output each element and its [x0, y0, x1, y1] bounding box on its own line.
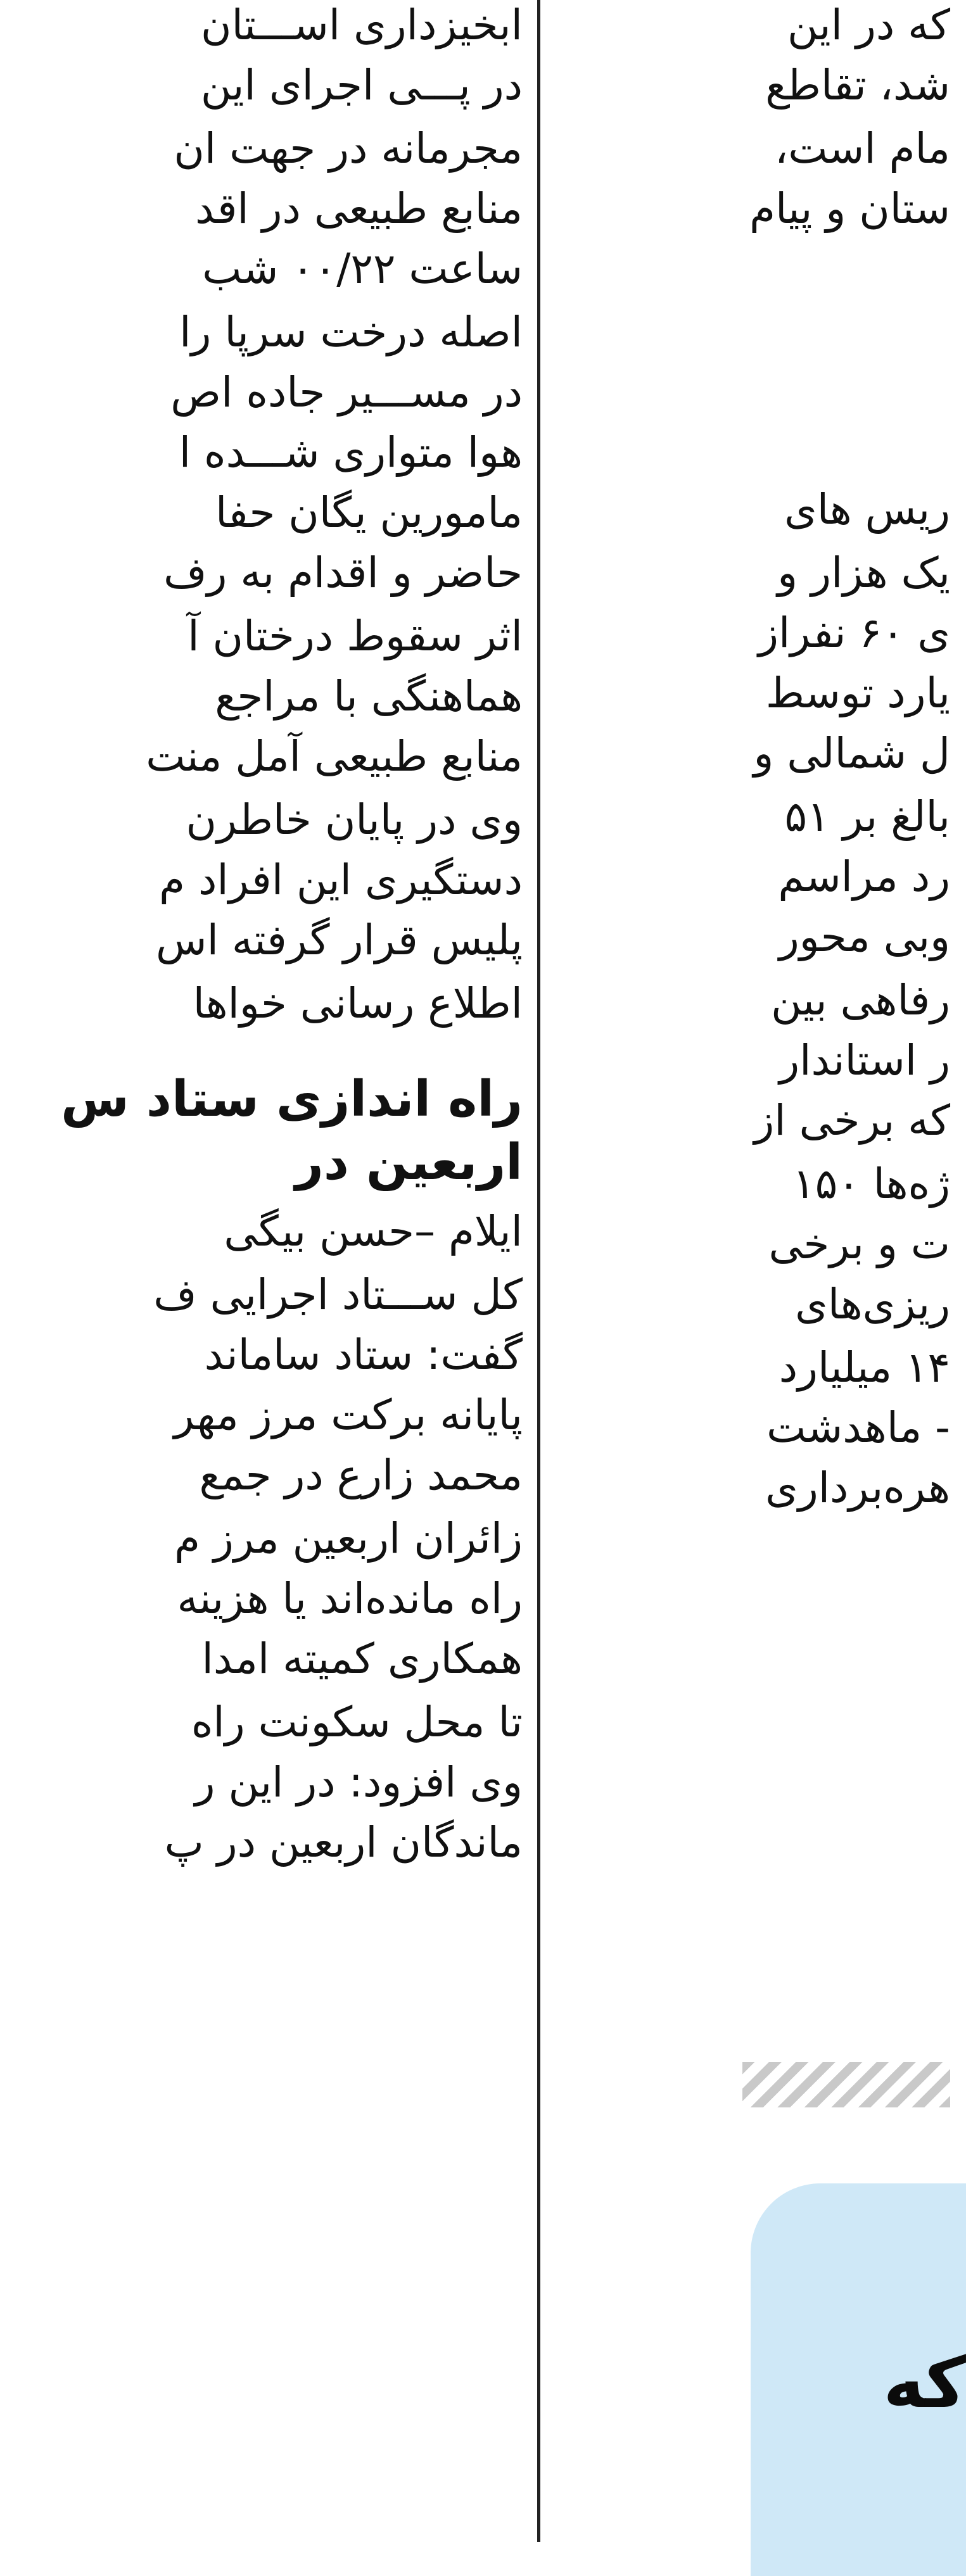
text-line: ایلام –حسن بیگی: [224, 1207, 523, 1256]
text-line: وی در پایان خاطرن: [186, 795, 523, 844]
column-divider: [537, 0, 540, 2542]
text-line: در پـــی اجرای این: [200, 61, 523, 110]
text-line: اطلاع رسانی خواها: [193, 979, 523, 1028]
text-line: راه مانده‌اند یا هزینه: [177, 1574, 523, 1623]
text-line: یارد توسط: [765, 669, 950, 717]
text-line: محمد زارع در جمع: [199, 1451, 523, 1500]
text-line: که در این: [787, 1, 950, 49]
text-line: ژه‌ها ۱۵۰: [792, 1159, 950, 1208]
text-line: تا محل سکونت راه: [191, 1698, 523, 1746]
text-line: حاضر و اقدام به رف: [163, 548, 523, 597]
text-line: ریس های: [784, 485, 950, 534]
text-line: رفاهی بین: [771, 976, 950, 1025]
text-line: ۱۴ میلیارد: [779, 1343, 950, 1392]
headline-line: راه اندازی ستاد س: [61, 1071, 523, 1128]
text-line: ابخیزداری اســـتان: [200, 1, 523, 49]
text-line: رد مراسم: [778, 852, 950, 901]
text-line: در مســـیر جاده اص: [170, 368, 523, 417]
text-line: ریزی‌های: [795, 1280, 950, 1329]
text-line: ل شمالی و: [753, 729, 950, 778]
text-line: بالغ بر ۵۱: [784, 792, 950, 841]
text-line: - ماهدشت: [766, 1403, 950, 1452]
text-line: گفت: ستاد ساماند: [204, 1330, 523, 1379]
text-line: ستان و پیام: [749, 184, 950, 233]
text-line: وبی محور: [779, 912, 950, 961]
text-line: هماهنگی با مراجع: [215, 672, 523, 721]
text-line: منابع طبیعی در اقد: [195, 184, 523, 233]
text-line: اثر سقوط درختان آ: [187, 612, 523, 660]
text-line: همکاری کمیته امدا: [201, 1634, 523, 1683]
text-line: پایانه برکت مرز مهر: [174, 1391, 523, 1439]
hatched-separator: [742, 2062, 950, 2107]
text-line: ر استاندار: [779, 1036, 950, 1085]
text-line: زائران اربعین مرز م: [174, 1514, 523, 1563]
text-line: مجرمانه در جهت ان: [174, 124, 523, 173]
text-line: وی افزود: در این ر: [194, 1758, 523, 1807]
text-line: ت و برخی: [768, 1220, 950, 1268]
text-line: مام است،: [774, 124, 950, 173]
text-line: منابع طبیعی آمل منت: [146, 732, 523, 781]
text-line: که برخی از: [754, 1096, 950, 1145]
promo-box: [751, 2183, 966, 2576]
text-line: یک هزار و: [777, 548, 950, 597]
text-line: ماندگان اربعین در پ: [164, 1818, 523, 1867]
right-news-column: [746, 0, 950, 2542]
promo-heading: که: [883, 2342, 966, 2423]
text-line: دستگیری این افراد م: [159, 856, 523, 904]
text-line: کل ســـتاد اجرایی ف: [153, 1270, 523, 1319]
text-line: ساعت ۰۰/۲۲ شب: [202, 244, 523, 293]
text-line: هره‌برداری: [765, 1463, 950, 1512]
headline-line: اربعین در: [295, 1134, 523, 1191]
text-line: هوا متواری شـــده ا: [179, 428, 523, 477]
text-line: مامورین یگان حفا: [215, 488, 523, 537]
text-line: پلیس قرار گرفته اس: [156, 916, 523, 964]
text-line: ی ۶۰ نفراز: [758, 609, 950, 657]
text-line: اصله درخت سرپا را: [179, 308, 523, 357]
text-line: شد، تقاطع: [765, 61, 950, 110]
